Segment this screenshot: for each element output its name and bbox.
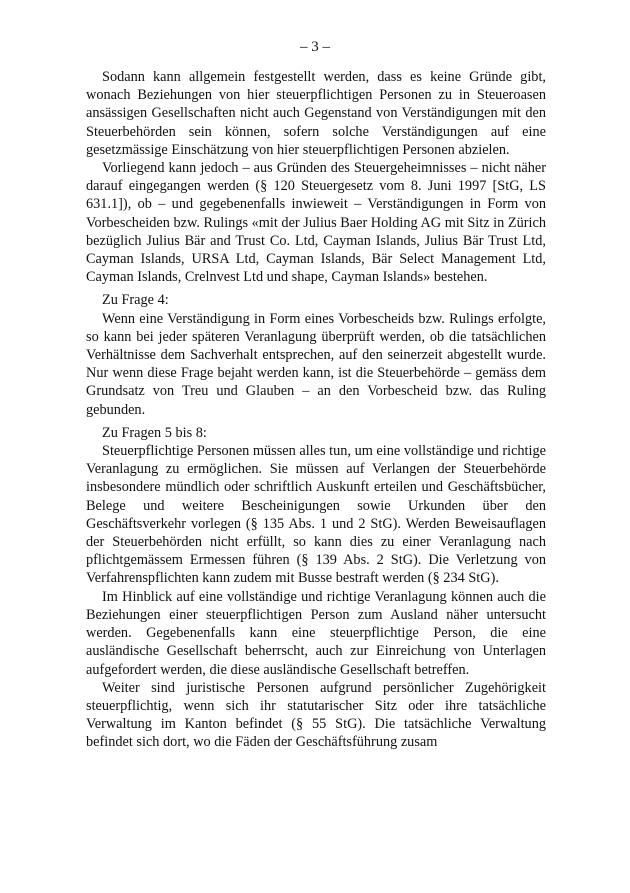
heading-fragen-5-bis-8: Zu Fragen 5 bis 8: — [102, 424, 207, 441]
paragraph-zugehoerigkeit: Weiter sind juristische Personen aufgrund persönlicher Zugehörigkeit steuerpflichtig, wenn sich ihr statutarischer Sitz oder ihre tatsächliche Verwaltung im Kanton befindet (§ 55 StG). Die tatsächliche Verwaltung befindet sich dort, wo die Fäden der Geschäftsführung zusam — [86, 679, 546, 751]
paragraph-ausland: Im Hinblick auf eine vollständige und richtige Veranlagung können auch die Beziehungen einer steuerpflichtigen Person zum Ausland näher untersucht werden. Gegebenenfalls kann eine steuerpflichtige Person, die eine ausländische Gesellschaft beherrscht, auch zur Einreichung von Unterlagen aufgefordert werden, die diese ausländische Gesellschaft betreffen. — [86, 588, 546, 678]
page-number: – 3 – — [300, 39, 330, 55]
paragraph-verfahrenspflichten: Steuerpflichtige Personen müssen alles tun, um eine vollständige und richtige Veranlagung zu ermöglichen. Sie müssen auf Verlangen der Steuerbehörde insbesondere mündlich oder schriftlich Auskunft erteilen und Geschäftsbücher, Belege und weitere Bescheinigungen sowie Urkunden über den Geschäftsverkehr vorlegen (§ 135 Abs. 1 und 2 StG). Werden Beweisauflagen der Steuerbehörden nicht erfüllt, so kann dies zu einer Veranlagung nach pflichtgemässem Ermessen führen (§ 139 Abs. 2 StG). Die Verletzung von Verfahrenspflichten kann zudem mit Busse bestraft werden (§ 234 StG). — [86, 443, 546, 587]
paragraph-steuergeheimnis: Vorliegend kann jedoch – aus Gründen des Steuergeheimnisses – nicht näher darauf eingegangen werden (§ 120 Steuergesetz vom 8. Juni 1997 [StG, LS 631.1]), ob – und gegebenenfalls inwieweit – Verständigungen in Form von Vorbescheiden bzw. Rulings «mit der Julius Baer Holding AG mit Sitz in Zürich bezüglich Julius Bär and Trust Co. Ltd, Cayman Islands, Julius Bär Trust Ltd, Cayman Islands, URSA Ltd, Cayman Islands, Bär Select Management Ltd, Cayman Islands, Crelnvest Ltd und shape, Cayman Islands» bestehen. — [86, 160, 546, 286]
paragraph-vorbescheid: Wenn eine Verständigung in Form eines Vorbescheids bzw. Rulings erfolgte, so kann bei jeder späteren Veranlagung überprüft werden, ob die tatsächlichen Verhältnisse dem Sachverhalt entsprechen, auf den seinerzeit abgestellt wurde. Nur wenn diese Frage bejaht werden kann, ist die Steuerbehörde – gemäss dem Grundsatz von Treu und Glauben – an den Vorbescheid bzw. das Ruling gebunden. — [86, 310, 546, 418]
heading-frage-4: Zu Frage 4: — [102, 292, 169, 309]
body-text — [86, 68, 546, 752]
paragraph-steueroasen: Sodann kann allgemein festgestellt werden, dass es keine Gründe gibt, wonach Beziehungen von hier steuerpflichtigen Personen zu in Steueroasen ansässigen Gesellschaften nicht auch Gegenstand von Verständigungen mit den Steuerbehörden sein können, sofern solche Verständigungen auf eine gesetzmässige Einschätzung von hier steuerpflichtigen Personen abzielen. — [86, 69, 546, 158]
